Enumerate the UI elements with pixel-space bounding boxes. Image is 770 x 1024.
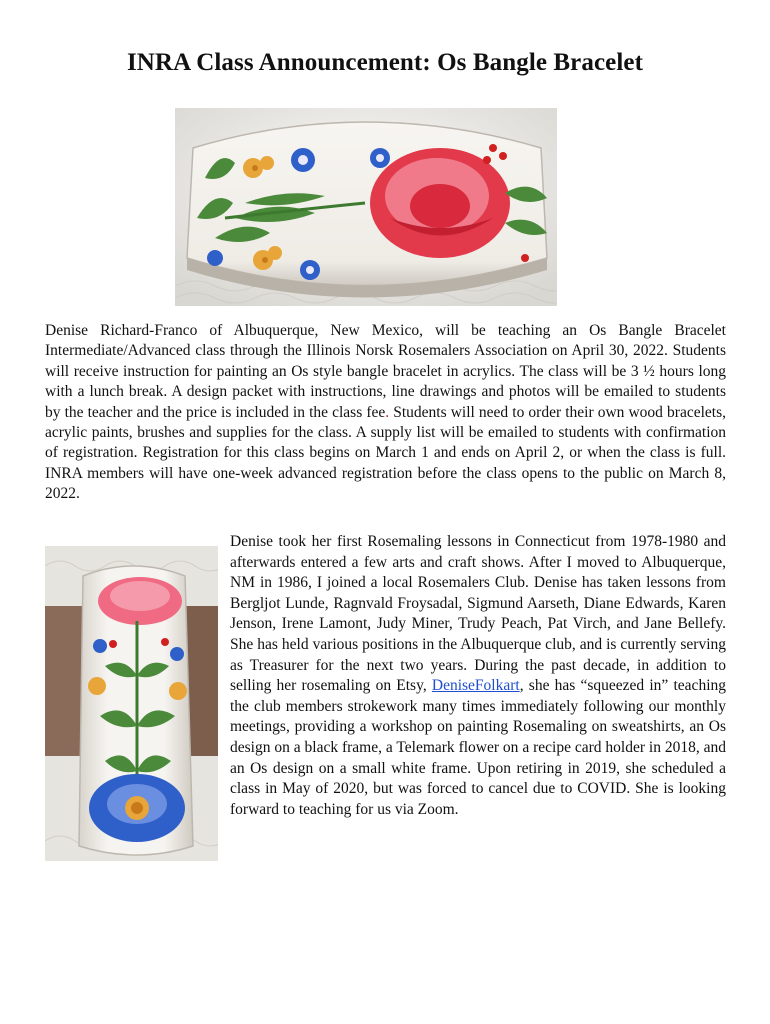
teacher-bio-text-b: , she has “squeezed in” teaching the club members strokework many times immediately following our monthly meetings, providing a workshop on painting Rosemaling on sweatshirts, an Os design on a black frame, a Telemark flower on a recipe card holder in 2018, and an Os design on a small white frame. Upon retiring in 2019, she scheduled a class in May of 2020, but was forced to cancel due to COVID. She is looking forward to teaching for us via Zoom. bbox=[230, 677, 726, 818]
teacher-bio-text-a: Denise took her first Rosemaling lessons in Connecticut from 1978-1980 and afterwards entered a few arts and craft shows. After I moved to Albuquerque, NM in 1986, I joined a local Rosemalers Club. Denise has taken lessons from Bergljot Lunde, Ragnvald Froysadal, Sigmund Aarseth, Diane Edwards, Karen Jenson, Irene Lamont, Judy Miner, Trudy Peach, Pat Virch, and Jane Bellefy. She has held various positions in the Albuquerque club, and is currently serving as Treasurer for the next two years. During the past decade, in addition to selling her rosemaling on Etsy, bbox=[230, 533, 726, 695]
class-description-text-b: Students will need to order their own wood bracelets, acrylic paints, brushes and supplies for the class. A supply list will be emailed to students with confirmation of registration. Registration for this class begins on March 1 and ends on April 2, or when the class is full. INRA members will have one-week advanced registration before the class opens to the public on March 8, 2022. bbox=[45, 403, 726, 503]
bracelet-photo-top bbox=[175, 108, 557, 306]
page-title: INRA Class Announcement: Os Bangle Bracelet bbox=[126, 49, 644, 76]
bracelet-on-wrist-photo bbox=[45, 546, 218, 861]
teacher-bio-paragraph bbox=[230, 532, 726, 820]
red-period: . bbox=[385, 403, 390, 421]
etsy-shop-link[interactable]: DeniseFolkart bbox=[431, 677, 520, 695]
class-description-paragraph bbox=[45, 321, 726, 505]
class-description-text-a: Denise Richard-Franco of Albuquerque, New Mexico, will be teaching an Os Bangle Bracelet Intermediate/Advanced class through the Illinois Norsk Rosemalers Association on April 30, 2022. Students will receive instruction for painting an Os style bangle bracelet in acrylics. The class will be 3 ½ hours long with a lunch break. A design packet with instructions, line drawings and photos will be emailed to students by the teacher and the price is included in the class fee bbox=[45, 322, 726, 421]
